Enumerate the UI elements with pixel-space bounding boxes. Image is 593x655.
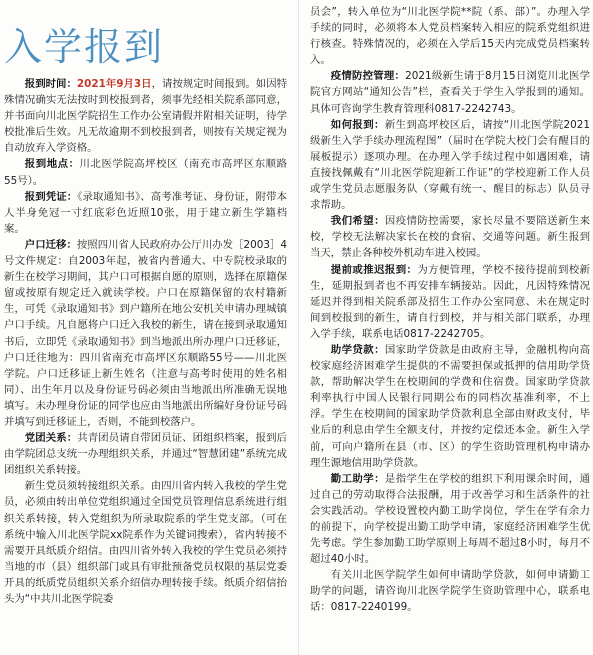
lead-student-loan: 助学贷款： <box>330 343 385 356</box>
paragraph-report-credentials <box>4 189 287 237</box>
lead-report-time: 报到时间： <box>24 78 77 90</box>
body-hope: 因疫情防控需要，家长尽量不要陪送新生来校，学校无法解决家长在校的食宿、交通等问题。新生报到当天，禁止各种校外机动车进入校园。 <box>310 215 591 260</box>
body-epidemic: 2021级新生请于8月15日浏览川北医学院官方网站“通知公告”栏，查看关于学生入学报到的通知。具体可咨询学生教育管理科0817-2242743。 <box>310 70 590 115</box>
lead-hope: 我们希望： <box>330 215 385 228</box>
paragraph-party-transfer: 新生党员须转接组织关系。由四川省内转入我校的学生党员，必须由转出单位党组织通过全国党员管理信息系统进行组织关系转接，转入党组织为所录取院系的学生党支部。（可在系统中输入川北医学院xx院系作为关键词搜索），省内转接不需要开具纸质介绍信。由四川省外转入我校的学生党员必须持当地的市（县）组织部门或具有审批预备党员权限的基层党委开具的纸质党员组织关系介绍信办理转接手续。纸质介绍信抬头为“中共川北医学院委 <box>4 480 287 605</box>
paragraph-household-transfer <box>4 237 287 430</box>
lead-party-league: 党团关系： <box>24 432 78 445</box>
paragraph-student-loan <box>310 342 590 471</box>
column-divider <box>298 0 299 655</box>
paragraph-report-place <box>4 156 287 188</box>
lead-household-transfer: 户口迁移： <box>24 238 77 251</box>
left-column <box>4 76 287 607</box>
paragraph-party-continued: 员会”，转入单位为“川北医学院**院（系、部）”。办理入学手续的同时，必须将本人党员档案转入相应的院系党组织进行核查。特殊情况的，必须在入学后15天内完成党员档案转入。 <box>310 6 590 67</box>
paragraph-party-league <box>4 430 287 478</box>
body-report-credentials: 《录取通知书》、高考准考证、身份证，附带本人半身免冠一寸红底彩色近照10张，用于建立新生学籍档案。 <box>4 190 288 235</box>
paragraph-early-late <box>310 262 590 342</box>
lead-report-place: 报到地点： <box>24 158 80 171</box>
body-early-late: 为方便管理，学校不接待提前到校新生，延期报到者也不再安排车辆接站。因此，凡因特殊情况延迟并得到相关院系部及招生工作办公室同意、未在规定时间到校报到的新生，请自行到校，并与相关部门联系，办理入学手续，联系电话0817-2242705。 <box>310 263 591 340</box>
right-column <box>310 4 590 616</box>
body-work-study: 是指学生在学校的组织下利用课余时间，通过自己的劳动取得合法报酬，用于改善学习和生活条件的社会实践活动。学校设置校内勤工助学岗位，学生在学有余力的前提下，向学校提出勤工助学申请，家庭经济困难学生优先考虑。学生参加勤工助学原则上每周不超过8小时，每月不超过40小时。 <box>310 472 591 566</box>
paragraph-report-time <box>4 76 287 156</box>
lead-work-study: 勤工助学： <box>330 472 385 485</box>
paragraph-hope <box>310 213 590 261</box>
paragraph-work-study <box>310 471 590 568</box>
paragraph-how-to-report <box>310 117 590 214</box>
body-report-place: 川北医学院高坪校区（南充市高坪区东顺路55号）。 <box>4 158 288 187</box>
lead-early-late: 提前或推迟报到： <box>330 263 418 276</box>
body-report-time: ，请按规定时间报到。如因特殊情况确实无法按时到校报到者，须事先经相关院系部同意，并书面向川北医学院招生工作办公室请假并附相关证明，待学校批准后生效。凡无故逾期不到校报到者，则按有关规定视为自动放弃入学资格。 <box>4 78 288 155</box>
paragraph-contact: 有关川北医学院学生如何申请助学贷款，如何申请勤工助学的问题，请咨询川北医学院学生资助管理中心，联系电话：0817-2240199。 <box>310 569 590 614</box>
body-student-loan: 国家助学贷款是由政府主导，金融机构向高校家庭经济困难学生提供的不需要担保或抵押的信用助学贷款，帮助解决学生在校期间的学费和住宿费。国家助学贷款利率执行中国人民银行同期公布的同档次基准利率，不上浮。学生在校期间的国家助学贷款利息全部由财政支付，毕业后的利息由学生全额支付，并按约定偿还本金。新生入学前，可向户籍所在县（市、区）的学生资助管理机构申请办理生源地信用助学贷款。 <box>310 343 591 469</box>
body-household-transfer: 按照四川省人民政府办公厅川办发［2003］4号文件规定：自2003年起，被省内普通大、中专院校录取的新生在校学习期间，其户口可根据自愿的原则，选择在原籍保留或按原有规定迁入就读学校。户口在原籍保留的农村籍新生，可凭《录取通知书》到户籍所在地公安机关申请办理城镇户口手续。凡自愿将户口迁入我校的新生，请在接到录取通知书后，立即凭《录取通知书》到当地派出所办理户口迁移证，户口迁往地为：四川省南充市高坪区东顺路55号——川北医学院。户口迁移证上新生姓名（注意与高考时使用的姓名相同）、出生年月以及身份证号码必须由当地派出所准确无误地填写。未办理身份证的同学也应由当地派出所编好身份证号码并填写到迁移证上，否则，不能到校落户。 <box>4 238 287 428</box>
paragraph-epidemic <box>310 68 590 116</box>
lead-how-to-report: 如何报到： <box>330 118 385 131</box>
lead-report-credentials: 报到凭证： <box>24 190 78 203</box>
page-title: 入学报到 <box>4 25 165 70</box>
lead-epidemic: 疫情防控管理： <box>330 70 406 83</box>
body-party-league: 共青团员请自带团员证、团组织档案，报到后由学院团总支统一办理组织关系，并通过“智慧团建”系统完成团组织关系转接。 <box>4 432 288 477</box>
body-how-to-report: 新生到高坪校区后，请按“川北医学院2021级新生入学手续办理流程图”（届时在学院大校门会有醒目的展板提示）逐项办理。在办理入学手续过程中如遇困难，请直接找佩戴有“川北医学院迎新工作证”的学校迎新工作人员或学生党员志愿服务队（穿戴有统一、醒目的标志）队员寻求帮助。 <box>310 118 591 212</box>
report-date: 2021年9月3日 <box>76 78 152 90</box>
